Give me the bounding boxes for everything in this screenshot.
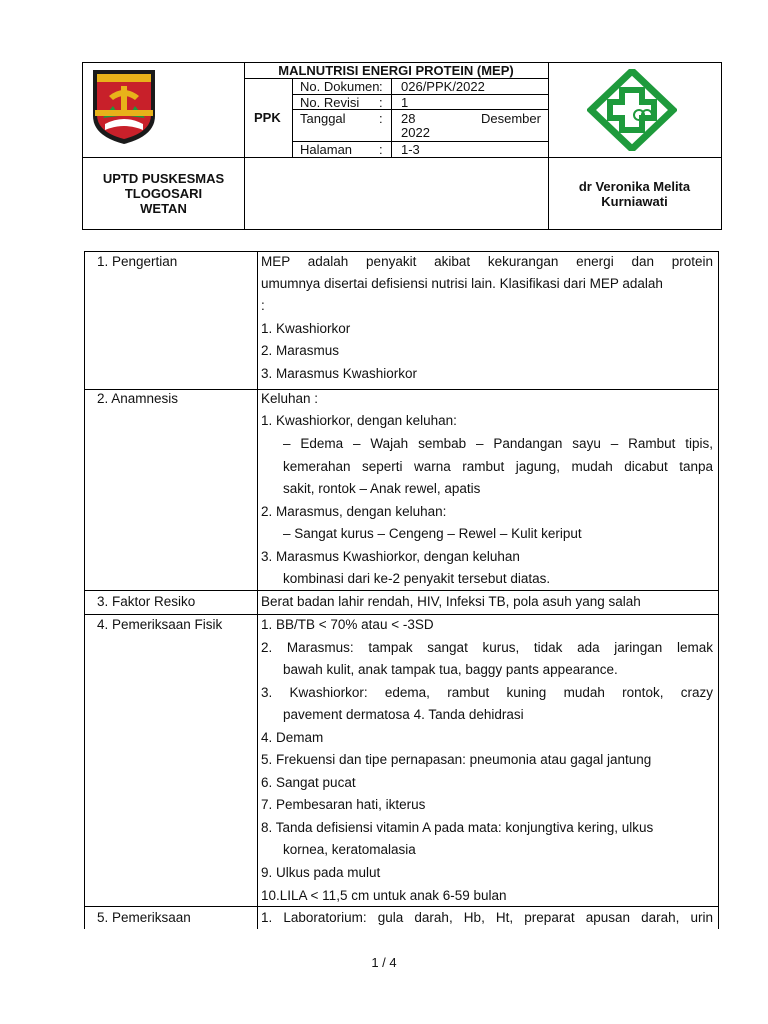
header-divider	[83, 157, 721, 158]
list-item-detail: – Sangat kurus – Cengeng – Rewel – Kulit keriput	[283, 526, 582, 541]
field-label: No. Revisi	[300, 95, 360, 110]
section-line: Keluhan :	[261, 391, 319, 406]
list-item: 1. BB/TB < 70% atau < -3SD	[261, 617, 434, 632]
row-divider	[85, 614, 718, 615]
header-divider	[292, 78, 293, 157]
list-item-detail: kemerahan seperti warna rambut jagung, mudah dicabut tanpa	[283, 459, 713, 474]
field-value: 026/PPK/2022	[401, 79, 485, 94]
list-item: 9. Ulkus pada mulut	[261, 865, 381, 880]
ppk-label: PPK	[254, 110, 281, 125]
content-table	[84, 251, 719, 929]
list-item: 4. Demam	[261, 730, 324, 745]
field-separator: :	[379, 79, 383, 94]
page-indicator: 1 / 4	[371, 955, 397, 970]
list-item: 2. Marasmus	[261, 343, 340, 358]
regional-emblem-icon	[89, 66, 159, 146]
list-item: 2. Marasmus: tampak sangat kurus, tidak ada jaringan lemak	[261, 640, 713, 655]
list-item: 8. Tanda defisiensi vitamin A pada mata: konjungtiva kering, ulkus	[261, 820, 654, 835]
header-divider	[391, 78, 392, 157]
field-value-month: Desember	[481, 111, 541, 126]
row-divider	[85, 389, 718, 390]
field-value: 1-3	[401, 142, 420, 157]
list-item: 3. Kwashiorkor: edema, rambut kuning mudah rontok, crazy	[261, 685, 713, 700]
list-item-detail: sakit, rontok – Anak rewel, apatis	[283, 481, 481, 496]
field-label: Tanggal	[300, 111, 346, 126]
field-separator: :	[379, 111, 383, 126]
header-divider	[244, 78, 548, 79]
field-value: 1	[401, 95, 409, 110]
signatory-name: Kurniawati	[601, 194, 668, 209]
institution-name: UPTD PUSKESMAS	[102, 171, 225, 186]
institution-name: TLOGOSARI	[124, 186, 203, 201]
section-label: 4. Pemeriksaan Fisik	[97, 617, 223, 632]
document-title: MALNUTRISI ENERGI PROTEIN (MEP)	[278, 63, 514, 78]
row-divider	[85, 906, 718, 907]
section-line: :	[261, 298, 265, 313]
list-item-detail: bawah kulit, anak tampak tua, baggy pants appearance.	[283, 662, 618, 677]
institution-name: WETAN	[140, 201, 187, 216]
field-value-day: 28	[401, 111, 416, 126]
list-item: 6. Sangat pucat	[261, 775, 356, 790]
list-item: 5. Frekuensi dan tipe pernapasan: pneumonia atau gagal jantung	[261, 752, 652, 767]
section-line: MEP adalah penyakit akibat kekurangan energi dan protein	[261, 254, 713, 269]
list-item: 3. Marasmus Kwashiorkor	[261, 366, 418, 381]
signatory-name: dr Veronika Melita	[578, 179, 691, 194]
list-item: 10.LILA < 11,5 cm untuk anak 6-59 bulan	[261, 888, 507, 903]
field-label: No. Dokumen	[300, 79, 380, 94]
section-line: Berat badan lahir rendah, HIV, Infeksi TB, pola asuh yang salah	[261, 594, 641, 609]
field-label: Halaman	[300, 142, 353, 157]
section-label: 3. Faktor Resiko	[97, 594, 196, 609]
list-item-detail: – Edema – Wajah sembab – Pandangan sayu – Rambut tipis,	[283, 436, 713, 451]
list-item-detail: pavement dermatosa 4. Tanda dehidrasi	[283, 707, 524, 722]
list-item: 3. Marasmus Kwashiorkor, dengan keluhan	[261, 549, 520, 564]
list-item: 7. Pembesaran hati, ikterus	[261, 797, 426, 812]
list-item: 2. Marasmus, dengan keluhan:	[261, 504, 447, 519]
header-divider	[244, 63, 245, 229]
field-value-year: 2022	[401, 125, 430, 140]
section-label: 2. Anamnesis	[97, 391, 179, 406]
list-item: 1. Laboratorium: gula darah, Hb, Ht, preparat apusan darah, urin	[261, 910, 713, 925]
section-line: umumnya disertai defisiensi nutrisi lain. Klasifikasi dari MEP adalah	[261, 276, 663, 291]
list-item: 1. Kwashiorkor	[261, 321, 351, 336]
section-label: 1. Pengertian	[97, 254, 178, 269]
row-divider	[85, 590, 718, 591]
list-item-detail: kombinasi dari ke-2 penyakit tersebut diatas.	[283, 571, 551, 586]
list-item-detail: kornea, keratomalasia	[283, 842, 416, 857]
list-item: 1. Kwashiorkor, dengan keluhan:	[261, 413, 457, 428]
document-header	[82, 62, 722, 230]
section-label: 5. Pemeriksaan	[97, 910, 191, 925]
field-separator: :	[379, 142, 383, 157]
puskesmas-logo-icon	[587, 69, 677, 151]
field-separator: :	[379, 95, 383, 110]
